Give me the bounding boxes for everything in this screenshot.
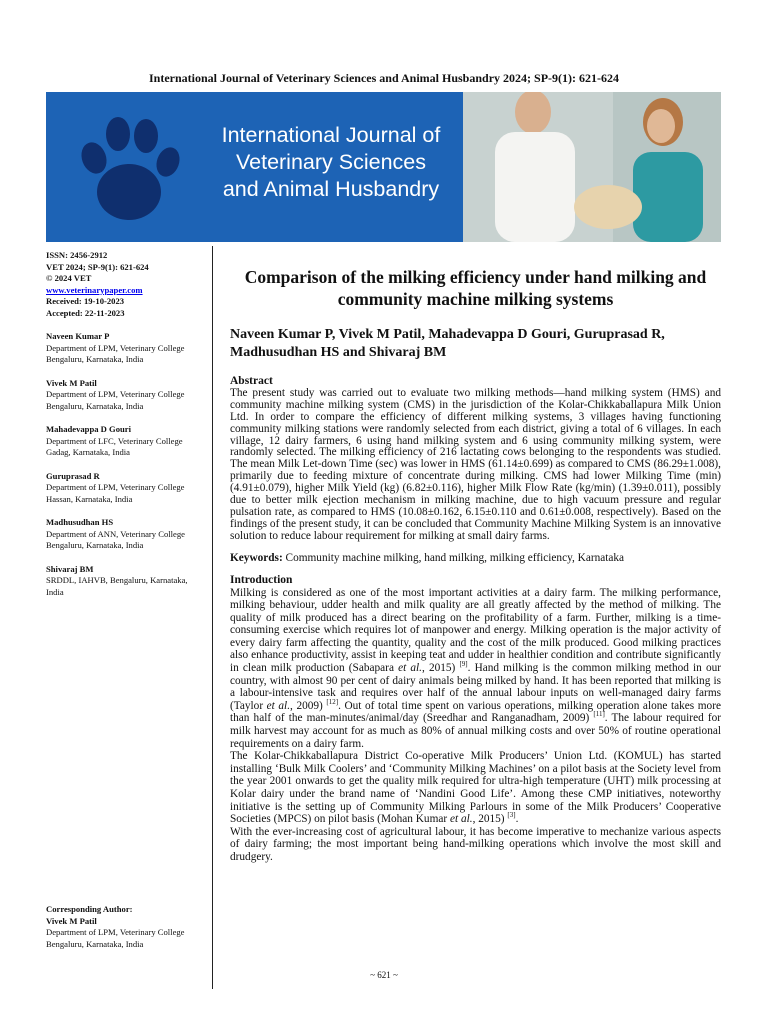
citation-ref: [11] [593, 710, 605, 719]
author-affiliation: Department of LFC, Veterinary College Gadag, Karnataka, India [46, 435, 183, 457]
corresponding-author [46, 904, 206, 950]
author-name: Naveen Kumar P [46, 331, 110, 341]
author-affiliation: Department of LPM, Veterinary College Bengaluru, Karnataka, India [46, 342, 185, 364]
banner-line-3: and Animal Husbandry [222, 177, 440, 201]
introduction-section [230, 575, 721, 864]
author-affiliation: Department of LPM, Veterinary College Bengaluru, Karnataka, India [46, 389, 185, 411]
author-affiliation: Department of LPM, Veterinary College Hassan, Karnataka, India [46, 482, 185, 504]
paw-print-logo [74, 110, 184, 230]
article-main [230, 266, 721, 864]
corresponding-name: Vivek M Patil [46, 915, 97, 926]
author-affiliation: SRDDL, IAHVB, Bengaluru, Karnataka, India [46, 575, 188, 597]
abstract-heading: Abstract [230, 375, 273, 387]
sidebar-author [46, 331, 206, 366]
sidebar-author [46, 378, 206, 413]
sidebar-author [46, 517, 206, 552]
author-name: Vivek M Patil [46, 377, 97, 388]
keywords-label: Keywords: [230, 551, 283, 564]
banner-journal-name [186, 122, 476, 203]
author-name: Shivaraj BM [46, 563, 94, 574]
journal-website-link[interactable]: www.veterinarypaper.com [46, 284, 143, 295]
author-name: Madhusudhan HS [46, 517, 114, 527]
banner-line-1: International Journal of [221, 123, 441, 147]
intro-paragraph-3: With the ever-increasing cost of agricultural labour, it has become imperative to mechanize various aspects of dairy farming; the most important being hand-milking operations which involve the most skill and drudgery. [230, 825, 721, 863]
keywords-text: Community machine milking, hand milking, milking efficiency, Karnataka [285, 551, 625, 564]
author-name: Guruprasad R [46, 470, 100, 481]
author-affiliation: Department of ANN, Veterinary College Bengaluru, Karnataka, India [46, 528, 185, 550]
introduction-heading: Introduction [230, 573, 293, 586]
article-title: Comparison of the milking efficiency under hand milking and community machine milking systems [244, 267, 707, 309]
author-name: Mahadevappa D Gouri [46, 424, 131, 434]
copyright: © 2024 VET [46, 273, 92, 283]
accepted-date: Accepted: 22-11-2023 [46, 307, 125, 318]
vet-issue: VET 2024; SP-9(1): 621-624 [46, 261, 149, 272]
article-meta [46, 250, 206, 319]
citation-ref: [3] [507, 811, 516, 820]
column-divider [212, 246, 213, 989]
article-authors: Naveen Kumar P, Vivek M Patil, Mahadevappa D Gouri, Guruprasad R, Madhusudhan HS and Shivaraj BM [230, 327, 665, 360]
intro-paragraph-2: The Kolar-Chikkaballapura District Co-operative Milk Producers’ Union Ltd. (KOMUL) has started installing ‘Bulk Milk Coolers’ and ‘Community Milking Machines’ on a pilot basis at the Society level from the year 2001 onwards to get the quality milk required for ultra-high temperature (UHT) milk processing at Kolar dairy under the brand name of ‘Nandini Good Life’. Among these CMP initiatives, noteworthy initiative is the setting up of Community Milking Parlours in some of the Milk Producers’ Cooperative Societies (MPCS) on pilot basis (Mohan Kumar et al., 2015) [3]. [230, 750, 721, 826]
banner-vet-photo [463, 92, 721, 242]
issn: ISSN: 2456-2912 [46, 250, 108, 260]
journal-banner [46, 92, 721, 242]
sidebar-author [46, 471, 206, 506]
page-number: ~ 621 ~ [370, 970, 398, 980]
sidebar-author [46, 424, 206, 459]
intro-paragraph-1: Milking is considered as one of the most important activities at a dairy farm. The milking performance, milking behaviour, udder health and milk quality are all greatly affected by the method of milking. The quality of milk produced has a direct bearing on the profitability of a farm. Further, milking is a time-consuming exercise which requires lot of manpower and energy. Milking operation is the major activity of every dairy farm affecting the quantity, quality and the cost of the milk produced. Good milking practices also enhance productivity, assist in keeping teat and udder in healthier condition and contribute significantly in clean milk production (Sabapara et al., 2015) [9]. Hand milking is the common milking method in our country, with almost 90 per cent of dairy animals being milked by hand. It has been reported that milking is a labour-intensive task and requires over half of the annual labour inputs on well-managed dairy farms (Taylor et al., 2009) [12]. Out of total time spent on various operations, milking operation alone takes more than half of the man-minutes/animal/day (Sreedhar and Ranganadham, 2009) [11]. The labour required for milk harvest may account for as much as 80% of annual milking costs and over 50% of routine operational requirements on a dairy farm. [230, 586, 721, 750]
abstract-text: The present study was carried out to evaluate two milking methods—hand milking system (HMS) and community machine milking system (CMS) in the jurisdiction of the Kolar-Chikkaballapura Milk Union Ltd. In order to compare the efficiency of different milking systems, 3 villages having functioning community milking stations were randomly selected from each district, giving a total of 6 villages. In each village, 12 dairy farmers, 6 using hand milking system and 6 using community milking system, were randomly selected. The milking efficiency of 216 lactating cows belonging to the respondents was studied. The mean Milk Let-down Time (sec) was lower in HMS (61.14±0.699) as compared to CMS (86.29±1.008), primarily due to feeding mixture of concentrate during milking. CMS had lower Milking Time (min) (4.91±0.079), higher Milk Yield (kg) (6.82±0.116), higher Milk Flow Rate (kg/min) (1.39±0.011), possibly due to better milk ejection mechanism in milking machine, due to high vacuum pressure and regular pulsation rate, as compared to HMS (10.08±0.162, 6.15±0.110 and 0.61±0.008, respectively). Based on the findings of the present study, it can be concluded that Community Machine Milking System is an innovative solution to reduce labour requirement for milking at small dairy farms. [230, 386, 721, 542]
sidebar [46, 250, 206, 598]
citation-ref: [12] [326, 698, 339, 707]
running-head: International Journal of Veterinary Sciences and Animal Husbandry 2024; SP-9(1): 621-624 [148, 71, 619, 85]
keywords [230, 553, 721, 565]
banner-line-2: Veterinary Sciences [235, 150, 426, 174]
received-date: Received: 19-10-2023 [46, 296, 125, 306]
corresponding-affiliation: Department of LPM, Veterinary College Bengaluru, Karnataka, India [46, 927, 185, 949]
sidebar-author [46, 564, 206, 599]
corresponding-label: Corresponding Author: [46, 904, 133, 914]
citation-ref: [9] [459, 660, 468, 669]
